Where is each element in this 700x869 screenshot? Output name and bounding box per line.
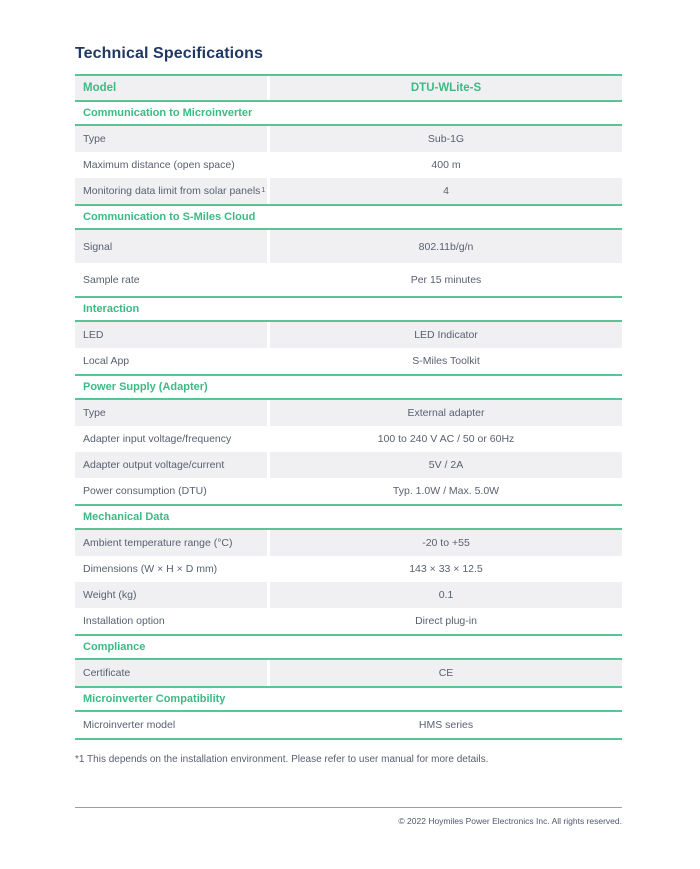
spec-label: LED [75, 322, 270, 348]
spec-row [75, 126, 622, 152]
spec-row [75, 178, 622, 204]
spec-label: Microinverter model [83, 719, 176, 731]
spec-label-text: Monitoring data limit from solar panels [83, 185, 261, 197]
spec-value: HMS series [418, 719, 474, 731]
spec-row [75, 152, 622, 178]
spec-row [75, 478, 622, 504]
section-power-supply [75, 374, 622, 504]
spec-value: Sub-1G [270, 126, 622, 152]
spec-row [75, 556, 622, 582]
spec-row [75, 452, 622, 478]
spec-label: Installation option [83, 615, 165, 627]
spec-label: Certificate [75, 660, 270, 686]
spec-value: 0.1 [270, 582, 622, 608]
spec-label: Type [75, 400, 270, 426]
spec-value: Per 15 minutes [410, 273, 482, 286]
spec-table [75, 74, 622, 740]
page-title: Technical Specifications [75, 45, 263, 62]
spec-value: 100 to 240 V AC / 50 or 60Hz [377, 433, 515, 445]
section-title: Microinverter Compatibility [75, 688, 622, 712]
spec-row [75, 582, 622, 608]
page-content [75, 45, 622, 765]
spec-value: External adapter [270, 400, 622, 426]
spec-value: 143 × 33 × 12.5 [409, 563, 483, 575]
spec-label: Maximum distance (open space) [83, 159, 235, 171]
section-microinverter-compatibility [75, 686, 622, 738]
footnote: *1 This depends on the installation environment. Please refer to user manual for more details. [75, 754, 489, 765]
spec-row [75, 348, 622, 374]
table-header-row [75, 76, 622, 102]
spec-row [75, 400, 622, 426]
model-header-value: DTU-WLite-S [270, 76, 622, 100]
spec-label: Monitoring data limit from solar panels 1 [75, 178, 270, 204]
spec-value: CE [270, 660, 622, 686]
spec-row [75, 263, 622, 296]
spec-label: Adapter output voltage/current [75, 452, 270, 478]
spec-value: Typ. 1.0W / Max. 5.0W [392, 485, 500, 497]
spec-row [75, 230, 622, 263]
spec-row [75, 426, 622, 452]
spec-label: Ambient temperature range (°C) [75, 530, 270, 556]
spec-label: Signal [75, 230, 270, 263]
spec-label: Adapter input voltage/frequency [83, 433, 232, 445]
section-title: Compliance [75, 636, 622, 660]
section-interaction [75, 296, 622, 374]
page-footer [75, 807, 622, 826]
section-title: Communication to Microinverter [75, 102, 622, 126]
section-title: Mechanical Data [75, 506, 622, 530]
spec-row [75, 322, 622, 348]
spec-value: 400 m [431, 159, 461, 171]
spec-value: LED Indicator [270, 322, 622, 348]
spec-value: 5V / 2A [270, 452, 622, 478]
model-header-label: Model [75, 76, 270, 100]
spec-label: Sample rate [83, 273, 140, 286]
section-title: Power Supply (Adapter) [75, 376, 622, 400]
section-title: Interaction [75, 298, 622, 322]
spec-label: Type [75, 126, 270, 152]
spec-value: -20 to +55 [270, 530, 622, 556]
section-compliance [75, 634, 622, 686]
spec-value: 4 [270, 178, 622, 204]
section-communication-cloud [75, 204, 622, 296]
spec-value: Direct plug-in [415, 615, 477, 627]
footer-divider [75, 807, 622, 808]
section-mechanical-data [75, 504, 622, 634]
spec-value: 802.11b/g/n [270, 230, 622, 263]
spec-row [75, 660, 622, 686]
spec-label: Dimensions (W × H × D mm) [83, 563, 218, 575]
spec-row [75, 712, 622, 738]
footer-copyright: © 2022 Hoymiles Power Electronics Inc. All rights reserved. [398, 816, 622, 826]
spec-row [75, 608, 622, 634]
spec-value: S-Miles Toolkit [412, 355, 480, 367]
section-title: Communication to S-Miles Cloud [75, 206, 622, 230]
spec-label: Weight (kg) [75, 582, 270, 608]
spec-label: Local App [83, 355, 130, 367]
section-communication-microinverter [75, 102, 622, 204]
spec-label: Power consumption (DTU) [83, 485, 207, 497]
spec-row [75, 530, 622, 556]
